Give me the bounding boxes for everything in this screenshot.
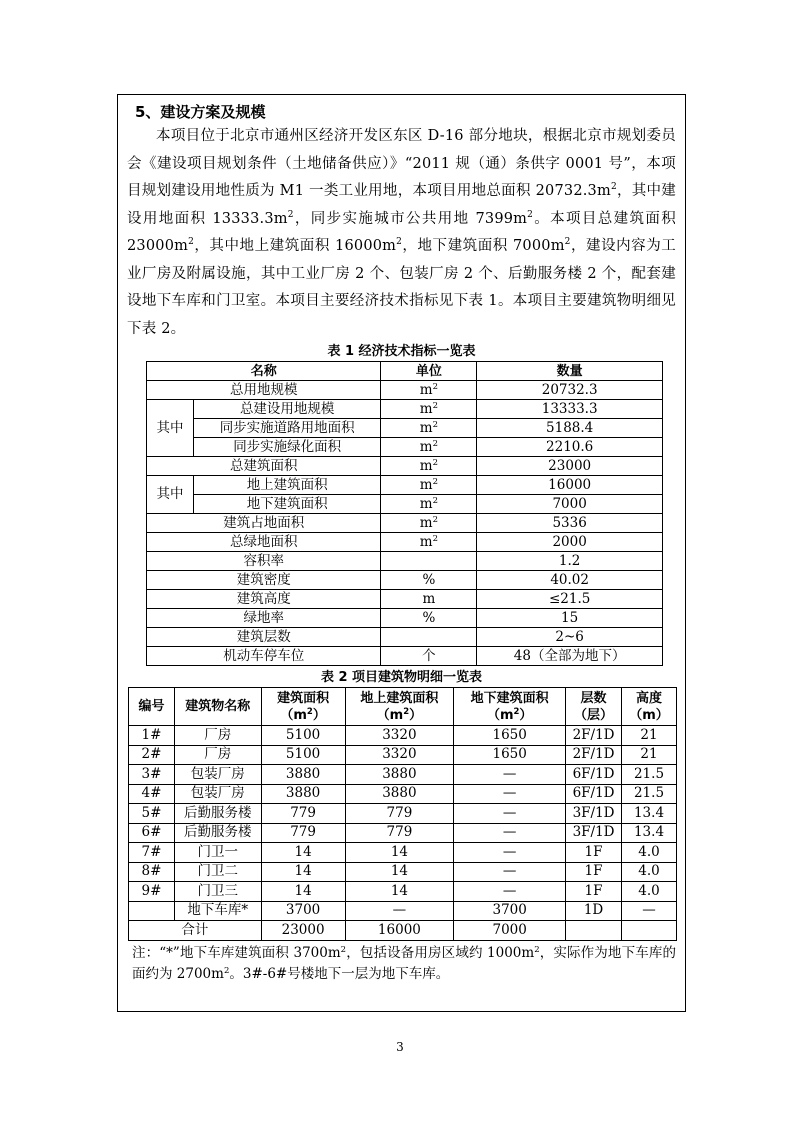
table-row: 8# 门卫二 14 14 — 1F 4.0 xyxy=(129,862,677,882)
description-paragraph: 本项目位于北京市通州区经济开发区东区 D-16 部分地块，根据北京市规划委员会《建设项目规划条件（土地储备供应）》“2011 规（通）条供字 0001 号”，本项目规划建设用地性质为 M1 一类工业用地，本项目用地总面积 $20732.3m^2$，其中建设用地面积 $13333.3m^2$，同步实施城市公共用地 $7399m^2$。本项目总建筑面积 $23000m^2$，其中地上建筑面积 $16000m^2$，地下建筑面积 $7000m^2$，建设内容为工业厂房及附属设施，其中工业厂房 2 个、包装厂房 2 个、后勤服务楼 2 个，配套建设地下车库和门卫室。本项目主要经济技术指标见下表 1。本项目主要建筑物明细见下表 2。 xyxy=(127,128,676,337)
table2-title: 表 2 项目建筑物明细一览表 xyxy=(320,670,483,685)
table-row: 其中 总建设用地规模 $m^2$ 13333.3 xyxy=(147,400,663,419)
table-row: 建筑层数 2~6 xyxy=(147,628,663,647)
table1-title: 表 1 经济技术指标一览表 xyxy=(327,344,476,359)
group-label: 其中 xyxy=(147,400,194,457)
table-row: 3# 包装厂房 3880 3880 — 6F/1D 21.5 xyxy=(129,765,677,785)
group-label: 其中 xyxy=(147,476,194,514)
table-row: 总绿地面积 $m^2$ 2000 xyxy=(147,533,663,552)
table-row: 6# 后勤服务楼 779 779 — 3F/1D 13.4 xyxy=(129,823,677,843)
table-header-row xyxy=(147,362,663,381)
page-number: 3 xyxy=(396,1040,404,1054)
table-row: 建筑占地面积 $m^2$ 5336 xyxy=(147,514,663,533)
table-row: 同步实施道路用地面积 $m^2$ 5188.4 xyxy=(147,419,663,438)
building-details-table xyxy=(128,687,677,941)
content-frame xyxy=(117,94,686,1012)
table-row: 9# 门卫三 14 14 — 1F 4.0 xyxy=(129,882,677,902)
header-unit: 单位 xyxy=(381,362,477,381)
header-value: 数量 xyxy=(477,362,663,381)
table-row: 5# 后勤服务楼 779 779 — 3F/1D 13.4 xyxy=(129,804,677,824)
table-row: 1# 厂房 5100 3320 1650 2F/1D 21 xyxy=(129,726,677,746)
table-row: 总建筑面积 $m^2$ 23000 xyxy=(147,457,663,476)
table-total-row: 合计 23000 16000 7000 xyxy=(129,921,677,941)
table-row: 建筑密度 % 40.02 xyxy=(147,571,663,590)
table-row: 地下建筑面积 $m^2$ 7000 xyxy=(147,495,663,514)
table-row: 同步实施绿化面积 $m^2$ 2210.6 xyxy=(147,438,663,457)
table-header-row: 编号 建筑物名称 建筑面积 $(m^2)$ 地上建筑面积 $(m^2)$ 地下建筑面积 $(m^2)$ 层数 （层） 高度 （m） xyxy=(129,688,677,726)
table-row: 地下车库* 3700 — 3700 1D — xyxy=(129,901,677,921)
header-name: 名称 xyxy=(147,362,381,381)
table-row: 建筑高度 m ≤21.5 xyxy=(147,590,663,609)
table-row: 容积率 1.2 xyxy=(147,552,663,571)
table-row: 2# 厂房 5100 3320 1650 2F/1D 21 xyxy=(129,745,677,765)
table-row: 4# 包装厂房 3880 3880 — 6F/1D 21.5 xyxy=(129,784,677,804)
table-row: 其中 地上建筑面积 $m^2$ 16000 xyxy=(147,476,663,495)
table-row: 总用地规模 $m^2$ 20732.3 xyxy=(147,381,663,400)
table-row: 7# 门卫一 14 14 — 1F 4.0 xyxy=(129,843,677,863)
table-row: 机动车停车位 个 48（全部为地下） xyxy=(147,647,663,666)
table-note: 注：“*”地下车库建筑面积 $3700m^2$，包括设备用房区域约 $1000m^2$，实际作为地下车库的面约为 $2700m^2$。3#-6#号楼地下一层为地下车库。 xyxy=(132,944,676,982)
content-area xyxy=(118,95,685,985)
economic-indicators-table xyxy=(146,361,663,666)
section-title: 5、建设方案及规模 xyxy=(135,103,266,121)
table-row: 绿地率 % 15 xyxy=(147,609,663,628)
